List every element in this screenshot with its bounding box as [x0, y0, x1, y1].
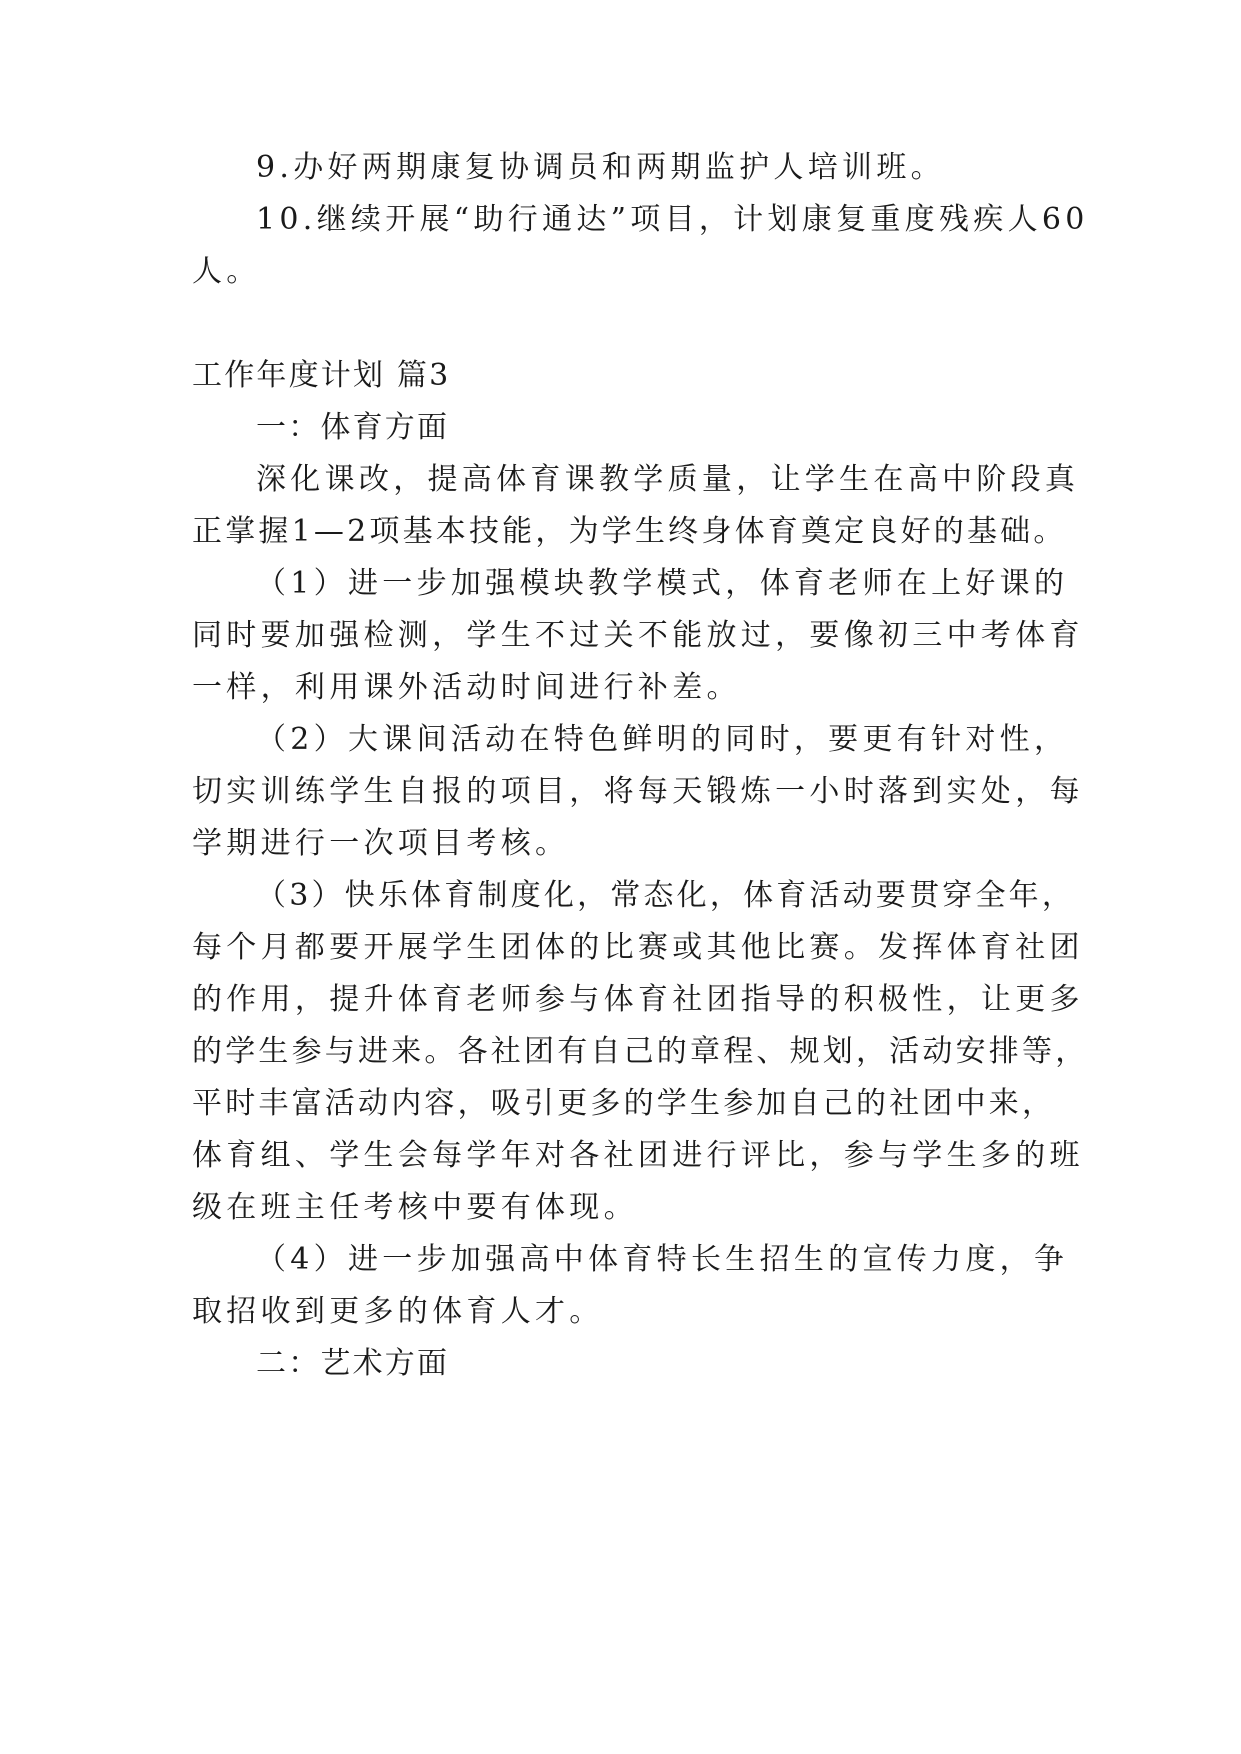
item-3-line: 级在班主任考核中要有体现。	[192, 1190, 638, 1225]
item-4-line: 取招收到更多的体育人才。	[192, 1294, 604, 1329]
item-3-line: 体育组、学生会每学年对各社团进行评比，参与学生多的班	[192, 1138, 1084, 1173]
sub-heading-art: 二：艺术方面	[256, 1346, 450, 1381]
item-2-line: （2）大课间活动在特色鲜明的同时，要更有针对性，	[256, 722, 1069, 757]
item-1-line: （1）进一步加强模块教学模式，体育老师在上好课的	[256, 566, 1069, 601]
item-3-line: 每个月都要开展学生团体的比赛或其他比赛。发挥体育社团	[192, 930, 1084, 965]
item-3-line: 的学生参与进来。各社团有自己的章程、规划，活动安排等，	[192, 1034, 1089, 1069]
item-1-line: 同时要加强检测，学生不过关不能放过，要像初三中考体育	[192, 618, 1084, 653]
item-2-line: 学期进行一次项目考核。	[192, 826, 570, 861]
item-1-line: 一样，利用课外活动时间进行补差。	[192, 670, 741, 705]
list-item-9: 9.办好两期康复协调员和两期监护人培训班。	[256, 150, 945, 185]
item-4-line: （4）进一步加强高中体育特长生招生的宣传力度，争	[256, 1242, 1069, 1277]
item-2-line: 切实训练学生自报的项目，将每天锻炼一小时落到实处，每	[192, 774, 1084, 809]
item-3-line: 平时丰富活动内容，吸引更多的学生参加自己的社团中来，	[192, 1086, 1056, 1121]
sub-heading-sports: 一：体育方面	[256, 410, 450, 445]
intro-paragraph-line: 正掌握1—2项基本技能，为学生终身体育奠定良好的基础。	[192, 514, 1067, 549]
item-3-line: 的作用，提升体育老师参与体育社团指导的积极性，让更多	[192, 982, 1084, 1017]
intro-paragraph-line: 深化课改，提高体育课教学质量，让学生在高中阶段真	[256, 462, 1080, 497]
section-title: 工作年度计划 篇3	[192, 358, 451, 393]
item-3-line: （3）快乐体育制度化，常态化，体育活动要贯穿全年，	[256, 878, 1076, 913]
list-item-10: 10.继续开展“助行通达”项目，计划康复重度残疾人60	[256, 202, 1089, 237]
list-item-10-continuation: 人。	[192, 254, 261, 289]
